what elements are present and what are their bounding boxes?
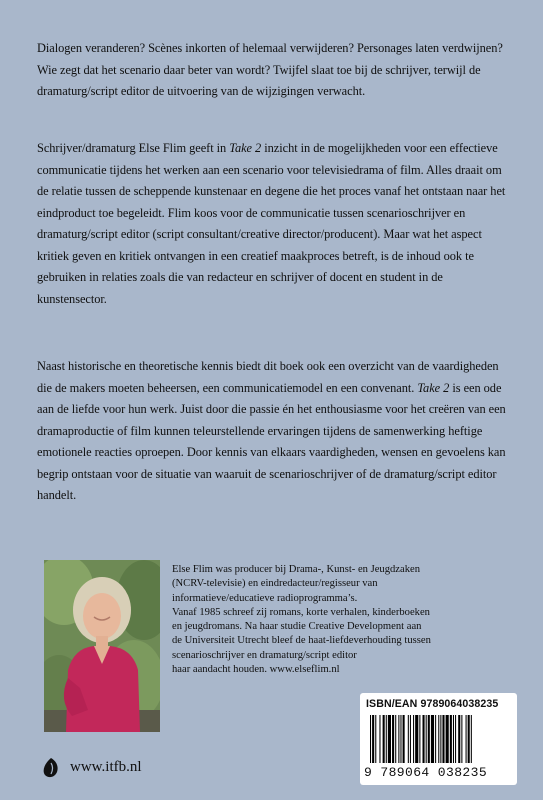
bio-line: informatieve/educatieve radioprogramma’s. — [172, 592, 358, 604]
bio-line: haar aandacht houden. www.elseflim.nl — [172, 664, 340, 676]
intro-paragraph: Dialogen veranderen? Scènes inkorten of helemaal verwijderen? Personages laten verdwijnen? Wie zegt dat het scenario daar beter van wordt? Twijfel slaat toe bij de schrijver, terwijl de dramaturg/script editor de uitvoering van de wijzigingen verwacht. — [37, 41, 503, 98]
description-paragraph — [37, 138, 509, 310]
publisher-logo-icon — [41, 757, 61, 784]
overview-text-end: is een ode aan de liefde voor hun werk. Juist door die passie én het enthousiasme voor het creëren van een dramaproductie of film kunnen teleurstellende ervaringen tijdens de samenwerking heftige emotionele reacties oproepen. Door kennis van elkaars vaardigheden, wensen en gevoelens kan begrip ontstaan voor de situatie van waaruit de scenarioschrijver of de dramaturg/script editor handelt. — [37, 380, 506, 502]
book-title: Take 2 — [417, 380, 450, 395]
isbn-barcode-box — [360, 693, 517, 785]
description-text-start: Schrijver/dramaturg Else Flim geeft in — [37, 141, 230, 155]
bio-line: en jeugdromans. Na haar studie Creative Development aan — [172, 621, 422, 633]
overview-text-start: Naast historische en theoretische kennis biedt dit boek ook een overzicht van de vaardigheden die de makers moeten beheersen, een communicatiemodel en een convenant. — [37, 359, 499, 395]
bio-line: Vanaf 1985 schreef zij romans, korte verhalen, kinderboeken — [172, 606, 430, 618]
barcode-graphic — [368, 715, 510, 765]
bio-line: (NCRV-televisie) en eindredacteur/regisseur van — [172, 578, 378, 590]
book-title: Take 2 — [229, 141, 262, 155]
barcode-digits: 9 789064 038235 — [364, 765, 488, 780]
overview-paragraph — [37, 356, 509, 507]
bio-line: scenarioschrijver en dramaturg/script editor — [172, 649, 357, 661]
bio-line: Else Flim was producer bij Drama-, Kunst- en Jeugdzaken — [172, 564, 421, 575]
isbn-label: ISBN/EAN 9789064038235 — [366, 698, 499, 710]
description-text-end: inzicht in de mogelijkheden voor een effectieve communicatie tijdens het werken aan een scenario voor televisiedrama of film. Alles draait om de relatie tussen de scheppende kunstenaar en degene die het proces vanaf het ontstaan naar het eindproduct toe begeleidt. Flim koos voor de communicatie tussen scenarioschrijver en dramaturg/script editor (script consultant/creative director/producent). Maar wat het aspect kritiek geven en kritiek ontvangen in een creatief maakproces betreft, is de inhoud ook te gebruiken in relaties zoals die van redacteur en schrijver of docent en student in de kunstensector. — [37, 141, 506, 306]
author-photo — [44, 560, 160, 732]
publisher-website: www.itfb.nl — [70, 759, 142, 775]
bio-line: de Universiteit Utrecht bleef de haat-liefdeverhouding tussen — [172, 635, 431, 647]
author-biography — [172, 563, 508, 677]
